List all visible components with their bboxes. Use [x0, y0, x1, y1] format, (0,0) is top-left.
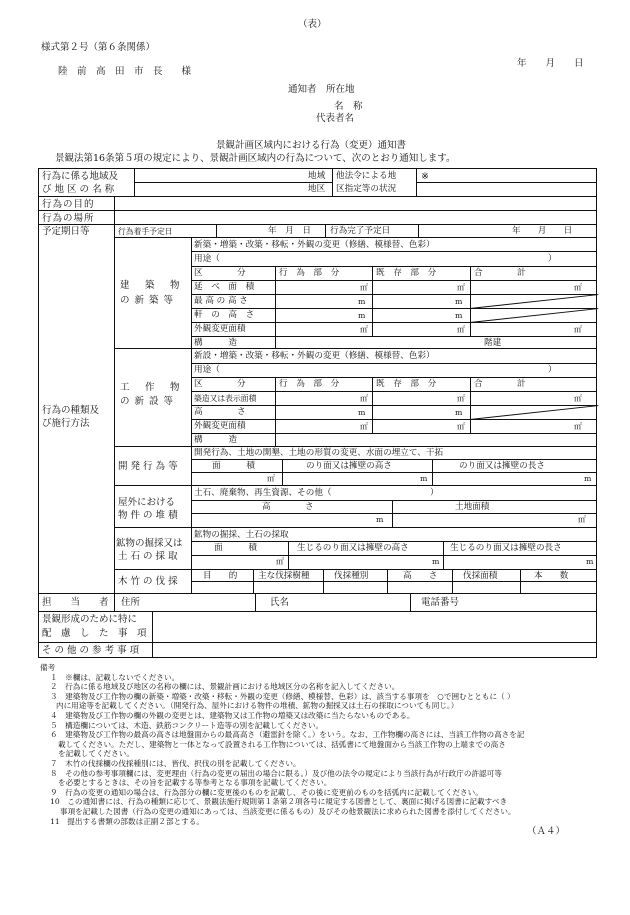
- building-action-options: 新築・増築・改築・移転・外観の変更（修繕、模様替、色彩）: [194, 240, 435, 250]
- col-total: 合 計: [474, 379, 526, 389]
- region-suffix: 地域: [308, 171, 326, 181]
- note-line: 10 この通知書には、行為の種類に応じて、景観法施行規則第１条第２項各号に規定する図書として、裏面に掲げる図書に記載すべき: [50, 797, 508, 807]
- dev-area-label: 面 積: [212, 461, 255, 471]
- unit-m: m: [358, 311, 366, 320]
- stacking-action-options: 土石、廃棄物、再生資源、その他（: [194, 488, 332, 498]
- ext-change-area-label: 外観変更面積: [194, 324, 246, 334]
- name-label: 氏名: [270, 597, 290, 608]
- kind-method-label: 行為の種類及: [42, 405, 100, 416]
- unit-m2: ㎡: [360, 283, 368, 292]
- col-existing-part: 既 存 部 分: [376, 379, 437, 389]
- col-existing-part: 既 存 部 分: [376, 268, 437, 278]
- document-title: 景観計画区域内における行為（変更）通知書: [216, 140, 407, 151]
- tree-species-label: 主な伐採樹種: [258, 571, 310, 581]
- col-total: 合 計: [474, 268, 526, 278]
- unit-m: m: [586, 557, 594, 566]
- note-line: ２ 行為に係る地域及び地区の名称の欄には、景観計画における地域区分の名称を記入してください。: [50, 682, 400, 692]
- landscape-consideration-label-2: 配 慮 し た 事 項: [42, 628, 147, 639]
- structure-use-open: 用途（: [194, 365, 220, 375]
- notes-section: [40, 663, 595, 826]
- unit-m2: ㎡: [457, 394, 465, 403]
- area-name-label: 行為に係る地域及: [42, 171, 119, 182]
- other-law-label-2: 区指定等の状況: [336, 184, 397, 194]
- dev-slope-height-label: のり面又は擁壁の高さ: [306, 461, 392, 471]
- structure-use-close: ）: [548, 365, 557, 375]
- note-line: ６ 建築物及び工作物の最高の高さは地盤面からの最高高さ（避雷針を除く。）をいう。なお、工作物欄の高さには、当該工作物の高さを記: [50, 730, 525, 740]
- unit-m2: ㎡: [360, 422, 368, 431]
- storeys-suffix: 階建: [484, 338, 502, 348]
- note-line: 11 提出する書類の部数は正副２部とする。: [50, 816, 204, 826]
- note-line: ７ 木竹の伐採欄の伐採種別には、皆伐、択伐の別を記載してください。: [50, 758, 301, 768]
- land-area-label: 土地面積: [455, 502, 490, 512]
- unit-m2: ㎡: [267, 474, 275, 483]
- office-use-mark: ※: [421, 171, 429, 182]
- max-height-label: 最 高 の 高 さ: [194, 296, 248, 306]
- note-line: 内に用途等を記載してください。（開発行為、屋外における物件の堆積、鉱物の掘採又は土石の採取についても同じ。）: [56, 701, 459, 711]
- addressee: 陸 前 高 田 市 長 様: [58, 66, 192, 77]
- unit-m2: ㎡: [574, 325, 582, 334]
- building-section-label-2: の 新 築 等: [120, 295, 175, 306]
- unit-m: m: [455, 408, 463, 417]
- unit-m2: ㎡: [578, 515, 586, 524]
- unit-m: m: [584, 474, 592, 483]
- eave-height-label: 軒 の 高 さ: [194, 310, 255, 320]
- note-line: ８ その他の参考事項欄には、変更理由（行為の変更の届出の場合に限る。）及び他の法令の規定により当該行為が行政庁の許認可等: [50, 768, 502, 778]
- phone-label: 電話番号: [421, 597, 460, 608]
- notes-title: 備考: [40, 663, 56, 672]
- mining-label-2: 土 石 の 採 取: [118, 551, 178, 562]
- structure-action-options: 新設・増築・改築・移転・外観の変更（修繕、模様替、色彩）: [194, 351, 435, 361]
- unit-m: m: [358, 297, 366, 306]
- height-label: 高 さ: [194, 407, 246, 417]
- stacking-label: 屋外における: [118, 497, 176, 508]
- unit-m: m: [376, 515, 384, 524]
- place-label: 行為の場所: [42, 213, 95, 224]
- col-action-part: 行 為 部 分: [279, 268, 340, 278]
- kind-method-label-2: び施行方法: [42, 418, 90, 429]
- mine-area-label: 面 積: [214, 543, 257, 553]
- structure-label: 構 造: [194, 435, 237, 445]
- unit-m2: ㎡: [457, 325, 465, 334]
- notifier-address-label: 通知者 所在地: [288, 84, 355, 95]
- stacking-height-label: 高 さ: [262, 502, 314, 512]
- intro-text: 景観法第16条第５項の規定により、景観計画区域内の行為について、次のとおり通知します。: [55, 153, 456, 164]
- unit-m: m: [432, 557, 440, 566]
- unit-m: m: [455, 311, 463, 320]
- tree-area-label: 伐採面積: [463, 571, 498, 581]
- unit-m2: ㎡: [276, 557, 284, 566]
- build-area-label: 築造又は表示面積: [194, 394, 257, 403]
- unit-m2: ㎡: [574, 394, 582, 403]
- other-reference-label: そ の 他 の 参 考 事 項: [42, 645, 140, 656]
- ext-change-area-label: 外観変更面積: [194, 421, 246, 431]
- mining-action-options: 鉱物の掘採、土石の採取: [194, 530, 289, 540]
- floor-area-label: 延 べ 面 積: [194, 282, 255, 292]
- unit-m2: ㎡: [457, 283, 465, 292]
- tree-kind-label: 伐採種別: [334, 571, 369, 581]
- development-label: 開 発 行 為 等: [118, 461, 178, 472]
- unit-m2: ㎡: [457, 422, 465, 431]
- other-law-label: 他法令による地: [336, 171, 397, 181]
- unit-m2: ㎡: [574, 283, 582, 292]
- mine-slope-height-label: 生じるのり面又は擁壁の高さ: [297, 543, 409, 553]
- notifier-name-label: 名 称: [334, 101, 363, 112]
- note-line: を記載してください。: [58, 749, 134, 759]
- tree-felling-label: 木 竹 の 伐 採: [118, 576, 178, 587]
- building-use-open: 用途（: [194, 254, 220, 264]
- col-category: 区 分: [194, 268, 246, 278]
- tree-purpose-label: 目 的: [203, 571, 238, 581]
- note-line: ９ 行為の変更の通知の場合は、行為部分の欄に変更後のものを記載し、その後に変更前のものを括弧内に記載してください。: [50, 787, 483, 797]
- building-use-close: ）: [548, 254, 557, 264]
- tree-height-label: 高 さ: [403, 571, 438, 581]
- landscape-consideration-label: 景観形成のために特に: [42, 614, 138, 625]
- note-line: ３ 建築物及び工作物の欄の新築・増築・改築・移転・外観の変更（修繕、模様替、色彩）は、該当する事項を ○で囲むとともに（ ）: [50, 691, 515, 701]
- note-line: ４ 建築物及び工作物の欄の外観の変更とは、建築物又は工作物の増築又は改築に当たらないものである。: [50, 710, 415, 720]
- tree-count-label: 本 数: [534, 571, 569, 581]
- district-suffix: 地区: [308, 184, 326, 194]
- purpose-label: 行為の目的: [42, 199, 95, 210]
- staff-label: 担 当 者: [42, 597, 109, 608]
- address-label: 住所: [121, 597, 141, 608]
- building-section-label: 建 築 物: [120, 280, 183, 291]
- unit-m2: ㎡: [360, 325, 368, 334]
- unit-m2: ㎡: [574, 422, 582, 431]
- structure-section-label: 工 作 物: [120, 382, 183, 393]
- start-date-field[interactable]: 年 月 日: [268, 226, 311, 236]
- note-line: 載してください。ただし、建築物と一体となって設置される工作物については、括弧書にて地盤面から当該工作物の上端までの高さ: [58, 739, 506, 749]
- page-marker: （表）: [298, 19, 327, 30]
- note-line: ５ 構造欄については、木造、鉄筋コンクリート造等の別を記載してください。: [50, 720, 324, 730]
- paper-size-label: （Ａ４）: [527, 826, 566, 837]
- start-date-label: 行為着手予定日: [118, 227, 173, 236]
- structure-section-label-2: の 新 設 等: [120, 396, 175, 407]
- end-date-field[interactable]: 年 月 日: [512, 226, 573, 236]
- col-action-part: 行 為 部 分: [279, 379, 340, 389]
- stacking-action-close: ）: [430, 488, 439, 498]
- unit-m: m: [455, 297, 463, 306]
- end-date-label: 行為完了予定日: [330, 226, 391, 236]
- date-line[interactable]: 年 月 日: [517, 58, 584, 69]
- schedule-label: 予定期日等: [42, 226, 90, 237]
- structure-label: 構 造: [194, 338, 237, 348]
- area-name-label-2: び 地 区 の 名 称: [42, 184, 115, 195]
- mining-label: 鉱物の掘採又は: [116, 538, 183, 549]
- unit-m: m: [358, 408, 366, 417]
- note-line: 事項を記載した図書（行為の変更の通知にあっては、当該変更に係るもの）及びその他景観法に求められた図書を添付してください。: [60, 806, 516, 816]
- stacking-label-2: 物 件 の 堆 積: [118, 510, 178, 521]
- mine-slope-length-label: 生じるのり面又は擁壁の長さ: [450, 543, 562, 553]
- note-line: を必要とするときは、その旨を記載する等参考となる事項を記載してください。: [58, 778, 332, 788]
- note-line: １ ※欄は、記載しないでください。: [50, 672, 180, 682]
- development-action-options: 開発行為、土地の開墾、土地の形質の変更、水面の埋立て、干拓: [194, 448, 444, 458]
- notifier-representative-label: 代表者名: [316, 113, 355, 124]
- col-category: 区 分: [194, 379, 246, 389]
- dev-slope-length-label: のり面又は擁壁の長さ: [459, 461, 545, 471]
- form-number: 様式第２号（第６条関係）: [41, 42, 156, 53]
- unit-m2: ㎡: [360, 394, 368, 403]
- unit-m: m: [420, 474, 428, 483]
